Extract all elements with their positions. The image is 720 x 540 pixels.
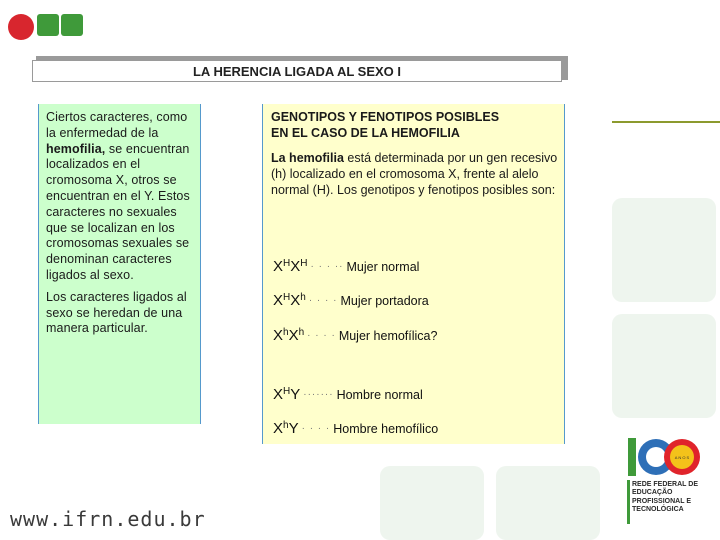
allele-2: Y <box>288 420 299 437</box>
decor-block <box>612 314 716 418</box>
genotype-row <box>273 258 419 275</box>
logo-red-circle <box>8 14 34 40</box>
slide-title: LA HERENCIA LIGADA AL SEXO I <box>32 60 562 82</box>
phenotype-label: Mujer hemofílica? <box>338 329 438 343</box>
allele-1: X <box>273 258 284 275</box>
emblem-caption: REDE FEDERAL DE EDUCAÇÃO PROFISSIONAL E TECNOLÓGICA <box>632 481 698 514</box>
allele-2: X <box>290 292 301 309</box>
para1-start: Ciertos caracteres, como la enfermedad de la <box>46 110 188 140</box>
emblem-100-graphic <box>626 434 702 478</box>
allele-1-sup: h <box>283 327 289 338</box>
logo-green-square-1 <box>37 14 59 36</box>
emblem-small-letters: A N O S <box>674 455 690 460</box>
allele-2: Y <box>290 386 301 403</box>
genotype-row <box>273 292 429 309</box>
site-url[interactable]: www.ifrn.edu.br <box>10 507 206 531</box>
intro-bold: La hemofilia <box>271 151 344 165</box>
accent-divider <box>612 121 720 123</box>
allele-1: X <box>273 420 284 437</box>
allele-2-sup: h <box>300 292 306 303</box>
allele-1-sup: H <box>283 292 291 303</box>
para1-bold: hemofilia, <box>46 141 106 156</box>
dotted-leader: · · · · <box>308 295 338 306</box>
genotype-row <box>273 386 423 403</box>
right-genotype-panel <box>262 104 565 444</box>
allele-1-sup: h <box>283 420 289 431</box>
left-text-panel <box>38 104 201 424</box>
intro-rest: está determinada por un gen recesivo (h) localizado en el cromosoma X, frente al alelo normal (H). Los genotipos y fenotipos posibles son: <box>271 151 558 197</box>
phenotype-label: Mujer normal <box>346 260 420 274</box>
allele-2-sup: h <box>298 327 305 338</box>
emblem-digit-one <box>628 438 636 476</box>
allele-1: X <box>273 292 284 309</box>
emblem-green-bar <box>627 480 630 524</box>
decor-block <box>496 466 600 540</box>
logo-green-square-2 <box>61 14 83 36</box>
heading-line-2: EN EL CASO DE LA HEMOFILIA <box>271 125 460 140</box>
phenotype-label: Mujer portadora <box>340 294 429 308</box>
genotype-intro <box>271 150 558 198</box>
centenary-emblem <box>624 434 702 528</box>
allele-2: X <box>288 327 299 344</box>
decor-block <box>612 198 716 302</box>
genotype-row <box>273 327 437 344</box>
phenotype-label: Hombre normal <box>336 388 423 402</box>
allele-2-sup: H <box>300 258 308 269</box>
allele-1-sup: H <box>283 386 291 397</box>
left-paragraph-2: Los caracteres ligados al sexo se heredan de una manera particular. <box>46 289 187 336</box>
phenotype-label: Hombre hemofílico <box>333 422 439 436</box>
allele-2: X <box>290 258 301 275</box>
dotted-leader: · · · ·· <box>310 261 344 272</box>
allele-1-sup: H <box>283 258 291 269</box>
para1-end: se encuentran localizados en el cromosoma X, otros se encuentran en el Y. Estos caracteres no sexuales que se localizan en los cromosomas sexuales se denominan caracteres ligados al sexo. <box>46 141 190 282</box>
genotype-row <box>273 420 438 437</box>
dotted-leader: ······· <box>303 389 334 400</box>
dotted-leader: · · · · <box>301 423 331 434</box>
left-paragraph-1 <box>46 110 194 284</box>
decor-block <box>380 466 484 540</box>
genotype-heading <box>271 110 558 141</box>
allele-1: X <box>273 327 284 344</box>
heading-line-1: GENOTIPOS Y FENOTIPOS POSIBLES <box>271 110 500 124</box>
allele-1: X <box>273 386 284 403</box>
dotted-leader: · · · · <box>307 330 336 341</box>
